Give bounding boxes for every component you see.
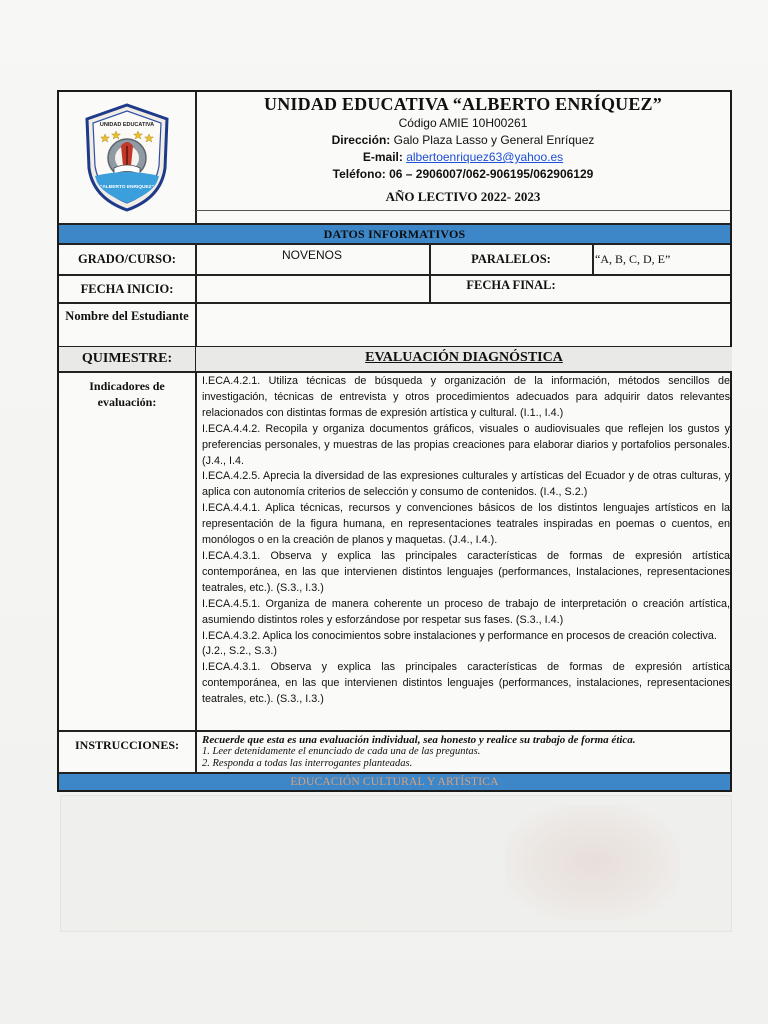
evaluacion-title: EVALUACIÓN DIAGNÓSTICA <box>196 347 732 371</box>
divider <box>592 244 594 274</box>
address-label: Dirección: <box>331 133 391 147</box>
school-name: UNIDAD EDUCATIVA “ALBERTO ENRÍQUEZ” <box>264 94 662 114</box>
email-link[interactable]: albertoenriquez63@yahoo.es <box>406 150 564 164</box>
school-logo <box>59 92 195 223</box>
section-datos-informativos: DATOS INFORMATIVOS <box>59 225 730 243</box>
indicator-item: I.ECA.4.5.1. Organiza de manera coherente un proceso de trabajo de interpretación o creación artística, asumiendo distintos roles y esforzándose por respetar sus fases. (S.3., I.4.) <box>202 597 730 626</box>
indicator-item: I.ECA.4.3.1. Observa y explica las principales características de formas de expresión artística contemporánea, en las que intervienen distintos lenguajes (performances, Instalaciones, representaciones teatrales, etc.). (S.3., I.3.) <box>202 549 730 594</box>
grado-label: GRADO/CURSO: <box>78 252 176 266</box>
section-subject: EDUCACIÓN CULTURAL Y ARTÍSTICA <box>59 774 730 790</box>
phone-value: 06 – 2906007/062-906195/062906129 <box>385 167 594 181</box>
instructions-lead: Recuerde que esta es una evaluación individual, sea honesto y realice su trabajo de forma ética. <box>202 734 636 746</box>
nombre-label: Nombre del Estudiante <box>65 309 189 323</box>
address-line <box>196 132 730 149</box>
divider <box>195 730 197 772</box>
indicator-item: I.ECA.4.4.2. Recopila y organiza documentos gráficos, visuales o audiovisuales que reflejen los gustos y preferencias personales, y muestras de las propias creaciones para elaborar diarios y portafolios personales. (J.4., I.4. <box>202 422 730 467</box>
bleed-through-image <box>505 805 680 920</box>
paralelos-value: “A, B, C, D, E” <box>595 252 671 266</box>
fecha-final-label: FECHA FINAL: <box>466 278 556 292</box>
email-label: E-mail: <box>362 150 407 164</box>
divider <box>195 371 197 730</box>
instructions-block <box>202 734 730 770</box>
logo-top-text: UNIDAD EDUCATIVA <box>99 121 155 128</box>
indicators-list <box>202 374 730 708</box>
divider <box>195 302 197 346</box>
indicator-item: I.ECA.4.3.1. Observa y explica las principales características de formas de expresión artística contemporánea, en las que intervienen distintos lenguajes (performances, instalaciones, representaciones teatrales, etc.). (S.3., I.3.) <box>202 661 730 706</box>
evaluation-form <box>57 90 732 792</box>
school-crest-icon <box>81 102 173 214</box>
logo-bottom-text: "ALBERTO ENRIQUEZ" <box>100 184 154 190</box>
school-year: AÑO LECTIVO 2022- 2023 <box>385 189 541 204</box>
paralelos-label: PARALELOS: <box>471 252 551 266</box>
instrucciones-label: INSTRUCCIONES: <box>74 738 180 752</box>
phone-label: Teléfono: <box>332 167 386 181</box>
indicator-item: (J.2., S.2., S.3.) <box>202 645 278 658</box>
indicator-item: I.ECA.4.2.1. Utiliza técnicas de búsqueda y organización de la información, métodos sencillos de investigación, técnicas de entrevista y otros procedimientos adecuados para adquirir datos relevantes relacionados con distintas formas de expresión artística y cultural. (I.1., I.4.) <box>202 375 730 419</box>
instruction-item: 2. Responda a todas las interrogantes planteadas. <box>202 758 413 769</box>
address-value: Galo Plaza Lasso y General Enríquez <box>390 133 595 147</box>
divider <box>59 302 730 304</box>
quimestre-label: QUIMESTRE: <box>59 347 195 371</box>
indicator-item: I.ECA.4.2.5. Aprecia la diversidad de las expresiones culturales y artísticas del Ecuador y de otras culturas, y aplica con autonomía criterios de selección y consumo de contenidos. (I.4., S.2.) <box>202 470 730 499</box>
amie-code: Código AMIE 10H00261 <box>398 116 528 130</box>
phone-line <box>196 166 730 183</box>
divider <box>196 210 730 211</box>
email-line <box>196 149 730 166</box>
fecha-inicio-label: FECHA INICIO: <box>80 282 174 296</box>
indicator-item: I.ECA.4.3.2. Aplica los conocimientos sobre instalaciones y performance en procesos de creación colectiva. <box>202 629 717 642</box>
indicator-item: I.ECA.4.4.1. Aplica técnicas, recursos y convenciones básicos de los distintos lenguajes artísticos en la representación de la figura humana, en representaciones teatrales inspiradas en poemas o cuentos, en monólogos o en la creación de planos y maquetas. (J.4., I.4.). <box>202 502 730 547</box>
school-header <box>196 92 730 223</box>
grado-value: NOVENOS <box>281 248 342 262</box>
instruction-item: 1. Leer detenidamente el enunciado de cada una de las preguntas. <box>202 746 481 757</box>
divider <box>59 730 730 732</box>
divider <box>59 371 730 373</box>
indicadores-label: Indicadores de evaluación: <box>89 379 165 409</box>
